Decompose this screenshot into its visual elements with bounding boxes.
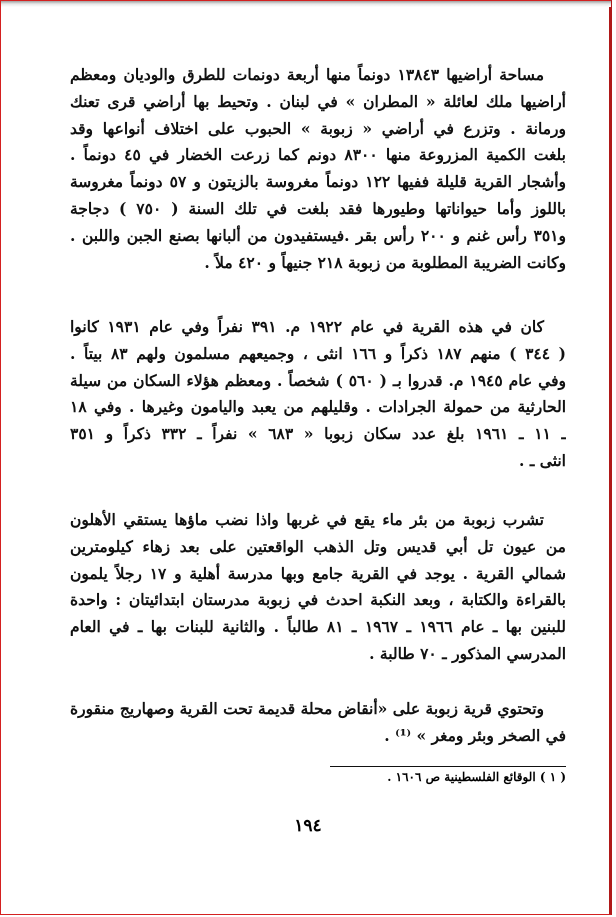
paragraph-ruins bbox=[70, 696, 566, 750]
paragraph-water-schools bbox=[70, 507, 566, 668]
text-line: وتحتوي قرية زبوبة على «أنقاض محلة قديمة تحت القرية وصهاريج منقورة bbox=[70, 699, 544, 718]
text-line: و٣٥١ رأس غنم و ٢٠٠ رأس بقر .فيستفيدون من ألبانها بصنع الجبن واللبن . bbox=[70, 225, 566, 245]
paragraph-land bbox=[70, 62, 566, 276]
text-line: الحارثية من حمولة الجرادات . وقليلهم من يعبد واليامون وغيرها . وفي ١٨ bbox=[70, 397, 566, 417]
page-number: ١٩٤ bbox=[294, 816, 322, 836]
text-line: ( ٣٤٤ ) منهم ١٨٧ ذكراً و ١٦٦ انثى ، وجميعهم مسلمون ولهم ٨٣ بيتاً . bbox=[70, 343, 566, 363]
paragraph-population bbox=[70, 314, 566, 475]
text-line: انثى ـ . bbox=[519, 450, 566, 470]
window-top-edge bbox=[1, 1, 611, 7]
text-line: وفي عام ١٩٤٥ م. قدروا بـ ( ٥٦٠ ) شخصاً . ومعظم هؤلاء السكان من سيلة bbox=[70, 370, 566, 390]
text-line: شمالي القرية . يوجد في القرية جامع وبها مدرسة أهلية و ١٧ رجلاً يلمون bbox=[70, 563, 566, 583]
text-line: في الصخر وبئر ومغر » ⁽¹⁾ . bbox=[384, 725, 566, 745]
text-line: المدرسي المذكور ـ ٧٠ طالبة . bbox=[369, 643, 566, 663]
text-line: بلغت الكمية المزروعة منها ٨٣٠٠ دونم كما زرعت الخضار في ٤٥ دونماً . bbox=[70, 145, 566, 165]
footnote: ( ١ ) الوقائع الفلسطينية ص ١٦٠٦ . bbox=[387, 770, 566, 784]
text-line: تشرب زبوبة من بئر ماء يقع في غربها واذا نضب ماؤها يستقي الأهلون bbox=[70, 510, 544, 529]
text-line: أراضيها ملك لعائلة « المطران » في لبنان . وتحيط بها أراضي قرى تعنك bbox=[70, 91, 566, 111]
text-line: ورمانة . وتزرع في أراضي « زبوبة » الحبوب على اختلاف أنواعها وقد bbox=[70, 118, 566, 138]
text-line: كان في هذه القرية في عام ١٩٢٢ م. ٣٩١ نفراً وفي عام ١٩٣١ كانوا bbox=[70, 317, 544, 336]
text-line: من عيون تل أبي قديس وتل الذهب الواقعتين على بعد زهاء كيلومترين bbox=[70, 536, 566, 556]
text-line: ـ ١١ ـ ١٩٦١ بلغ عدد سكان زبوبا « ٦٨٣ » نفراً ـ ٣٣٢ ذكراً و ٣٥١ bbox=[70, 424, 566, 444]
text-line: وكانت الضريبة المطلوبة من زبوبة ٢١٨ جنيهاً و ٤٢٠ ملاً . bbox=[204, 252, 566, 272]
text-line: باللوز وأما حيواناتها وطيورها فقد بلغت في تلك السنة ( ٧٥٠ ) دجاجة bbox=[70, 198, 566, 218]
text-line: وأشجار القرية قليلة ففيها ١٢٢ دونماً مغروسة بالزيتون و ٥٧ دونماً مغروسة bbox=[70, 172, 566, 192]
footnote-divider bbox=[330, 766, 566, 767]
text-line: بالقراءة والكتابة ، وبعد النكبة احدث في زبوبة مدرستان ابتدائيتان : واحدة bbox=[70, 590, 566, 610]
text-line: مساحة أراضيها ١٣٨٤٣ دونماً منها أربعة دونمات للطرق والوديان ومعظم bbox=[70, 65, 545, 84]
text-line: للبنين بها ـ عام ١٩٦٦ ـ ١٩٦٧ ـ ٨١ طالباً . والثانية للبنات بها ـ في العام bbox=[70, 617, 566, 637]
